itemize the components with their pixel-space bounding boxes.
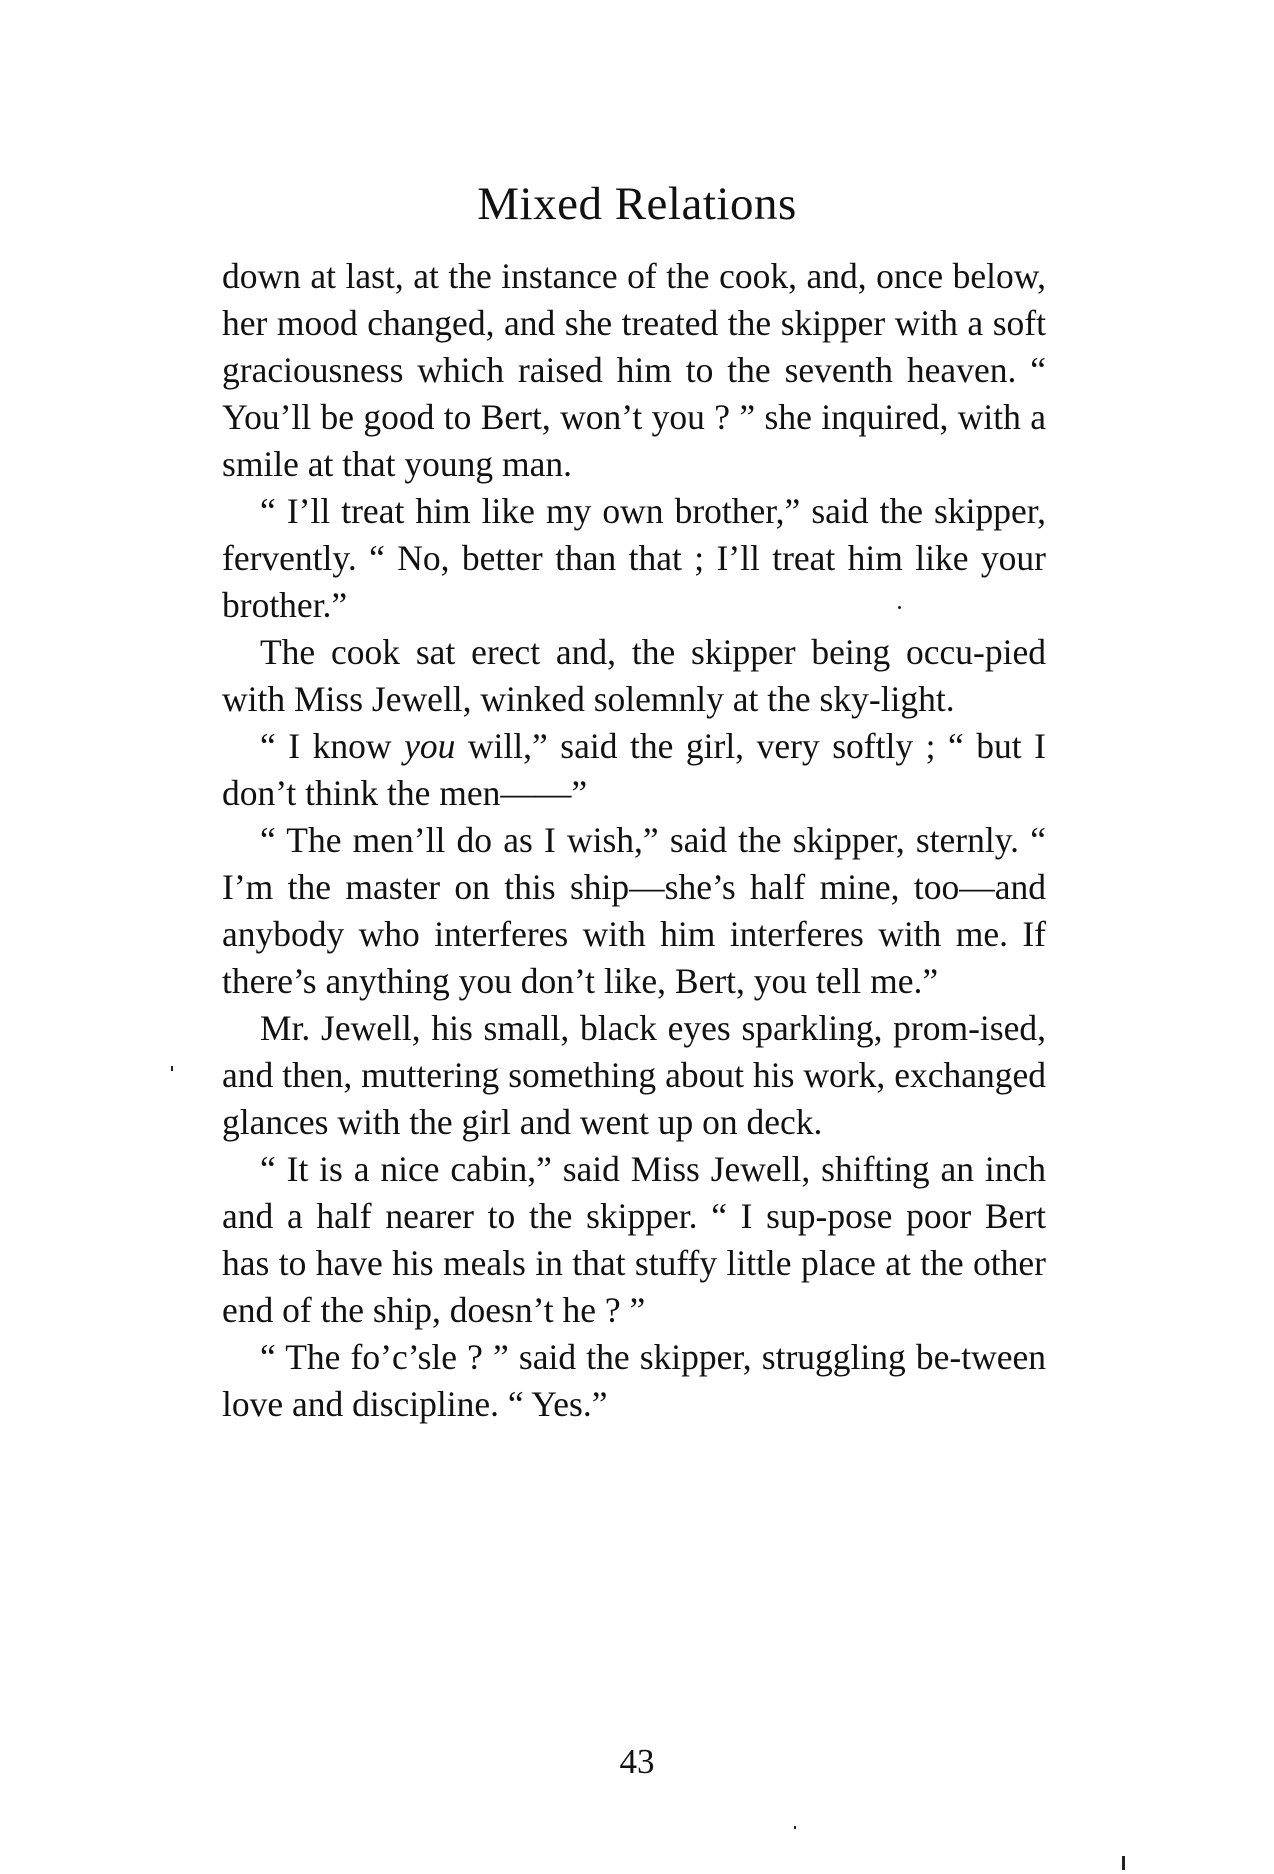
scan-speck bbox=[171, 1066, 173, 1071]
paragraph bbox=[222, 723, 1046, 817]
paragraph-text: “ I know bbox=[260, 726, 405, 766]
paragraph-text: Mr. Jewell, his small, black eyes sparkling, prom-ised, and then, muttering something about his work, exchanged glances with the girl and went up on deck. bbox=[222, 1008, 1046, 1142]
paragraph bbox=[222, 1334, 1046, 1428]
italic-text: you bbox=[404, 726, 456, 766]
paragraph-text: “ The fo’c’sle ? ” said the skipper, struggling be-tween love and discipline. “ Yes.” bbox=[222, 1337, 1046, 1424]
paragraph-text: “ It is a nice cabin,” said Miss Jewell, shifting an inch and a half nearer to the skipper. “ I sup-pose poor Bert has to have his meals in that stuffy little place at the other end of the ship, doesn’t he ? ” bbox=[222, 1149, 1046, 1330]
paragraph-text: “ The men’ll do as I wish,” said the skipper, sternly. “ I’m the master on this ship—she’s half mine, too—and anybody who interferes with him interferes with me. If there’s anything you don’t like, Bert, you tell me.” bbox=[222, 820, 1046, 1001]
paragraph bbox=[222, 253, 1046, 488]
paragraph bbox=[222, 1146, 1046, 1334]
paragraph-text: down at last, at the instance of the cook, and, once below, her mood changed, and she treated the skipper with a soft graciousness which raised him to the seventh heaven. “ You’ll be good to Bert, won’t you ? ” she inquired, with a smile at that young man. bbox=[222, 256, 1046, 484]
running-head: Mixed Relations bbox=[477, 178, 797, 230]
paragraph-text: “ I’ll treat him like my own brother,” said the skipper, fervently. “ No, better than that ; I’ll treat him like your brother.” bbox=[222, 491, 1046, 625]
paragraph-text: The cook sat erect and, the skipper being occu-pied with Miss Jewell, winked solemnly at the sky-light. bbox=[222, 632, 1046, 719]
body-text bbox=[222, 253, 1046, 1428]
paragraph bbox=[222, 488, 1046, 629]
page-number: 43 bbox=[619, 1742, 655, 1781]
scan-speck bbox=[1122, 1856, 1125, 1870]
paragraph bbox=[222, 629, 1046, 723]
scan-speck bbox=[898, 606, 901, 609]
paragraph bbox=[222, 817, 1046, 1005]
scan-speck bbox=[794, 1826, 796, 1829]
paragraph-text: will,” said the girl, very softly ; “ but I don’t think the men——” bbox=[222, 726, 1046, 813]
paragraph bbox=[222, 1005, 1046, 1146]
